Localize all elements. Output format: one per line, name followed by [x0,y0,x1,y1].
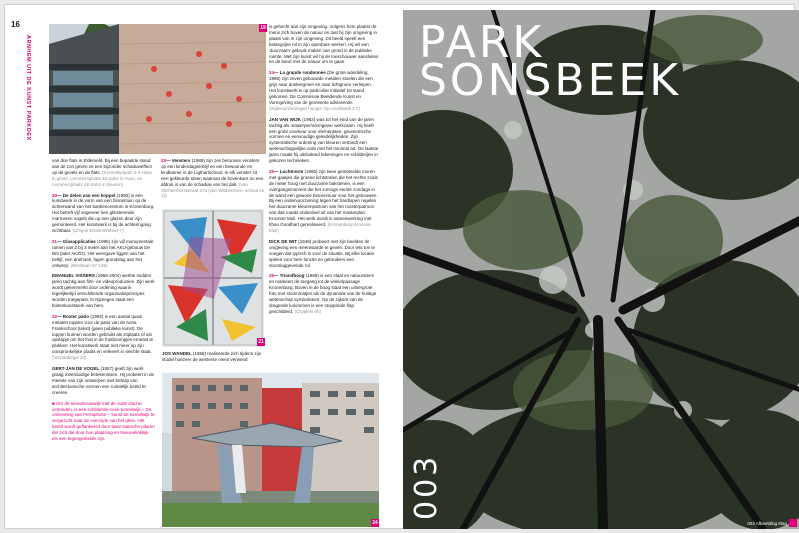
entry-22: 22— Roxter patio (1992) is een aantal quasi metalen toppen voor de patio van de Anna Frankschool (tekst) (geen publieke kunst). De toppen kunnen worden gebruikt als zitplaats of als opstapje om het fruit in de fruitboompjes erneast te plukken. Het kunstwerk staat niet meer op zijn oorspronkelijke plaats en verkeert in slechte staat. (Verdaabegel 24) [52,313,154,361]
text-column-2 [161,158,265,204]
text-column-1 [52,158,155,447]
entry-26: 26— Triomfboog (1989) is een staal en natuursteen en markeert de toegang tot de winkelpassage Kronenburg. Boven in de boog staat een uitvergrote foto met stoommatjes als de dynamiek van de huidige wetenschap symboliseert. Op de zijkant van de dragende kolommen is een stoppende flap geschilderd. (Cityplein 6h) [269,273,377,314]
glass-illustration [162,209,264,347]
entry-23: 23— Vensters (1989) zijn zes betonnen vensters op een kinderdagverblijf en een bewoonde en kindkamer in de Ligthartschool. In elk venster zit een gekleurde steen waarvan de bovenkant nu een afdruk is van de schaduw van het dak. (Van Slichtenhorststraat 27a (van Wibbenhorn, school en 1)) [161,158,265,199]
photo-apartment-facade [49,24,266,154]
arch-illustration [162,373,379,527]
cover-title-line-2: SONSBEEK [419,55,682,106]
continued-paragraph: is gehecht aan zijn omgeving. Volgens hem plaatst de mens zich boven de natuur en laat hij zijn omgeving in plaats van in zijn omgeving. Dit beeld speelt een belangrijke rol in zijn openbare werken. Hij wil een 'duurzaam' gebruik maken van grond in de publieke ruimte. Met zijn kunst wil hij de toeschouwer aansluiten en de band met de natuur om te gaan. [269,24,379,65]
facade-illustration [49,24,266,154]
entry-25: 25— Luchtnorm (1995) zijn twee gemetselde muren met gaatjes die groene lichtstralen die het rechte zoals de meter hoog met duurzame bakstenen, is een overgangsmoment die het zonnige eerste zondags in de wand een gewone binnenmuur voor het gebouwen. Bij een ondervoorziening tegen het hardlopen regelen het duurzame kleurenpatroon van het roosterpatroon van dak maakt onderdeel uit van het masterplan Kroonse Muil. Het werk wordt in samenwerking met Ithan Goodhart gerealiseerd. (Kronenburg Kroonse Muil) [269,168,378,233]
photo-glass-window [162,209,264,347]
photo-marker-bottom: 24 [372,520,378,526]
page-number: 16 [11,20,20,29]
text-column-3 [269,24,379,320]
artist-vissers: EMANUEL VISSERS (1956-2004) werkte midden jaren tachtig aan film- en videoproducties. Zijn werk wordt gekenmerkt door ordening waarin tegelijkertijd verschillende organisatieprincipes worden toegepast. In Nijmegen staat een buitenkunstwerk van hem. [52,273,155,308]
entry-21: 21— Glasapplicaties (1995) zijn vijf monumentale ramen van 2 bij 3 meter aan het AKU-gebouw De Brit (later AKZO). Het weergave liggen van het beltijf, een driehoek, lagen grondslag aan het ontwerp. (Westlaan 57-135) [52,238,154,268]
cover-marker [789,519,797,527]
photo-triumph-arch [162,373,379,527]
text-column-2b [162,351,265,368]
intro-paragraph: van drie flats in Elderveld. Bij een bepaalde stand van de zon geven ze een bijzonder schaduweffect op de gevels en de flats. (Kronnekplaats 0-4 stuks in gevel, Lemmersplaats 48 stuks in muur, en Lemmersplaats 48 stuks in kleuren) [52,158,152,187]
photo-marker-middle: 21 [258,339,264,345]
artist-van-wijk: JAN VAN WIJK (1962) was tot het eind van de jaren tachtig als ontwerper/vormgever werkzaam. Hij heeft een grote voorkeur voor elementaire, geometrische vormen en eenvoudige geleidelijkheden. Zijn systematische ordening van kleuren verbindt een wetenschappelijke orde met het minimal art. De laatste jaren maakt hij uitsluitend tekeningen en schilderijen in gekozen technieken. [269,116,379,164]
cover-page [403,10,799,529]
cover-title-line-1: PARK [419,17,545,68]
entry-20: 20— De delen van een koppel (1990) is een kunstwerk in de vorm van een binnentuin op de achterwand van het bankencentrum in Kronenburg. Het betreft vijf ongeveer tien glinsterende marmeren vogels die op een glazen deur zijn gemonteerd. Het kunstwerk is bij de achteringang zichtbaar. (Chopin Elsinkmlrkheel 7) [52,192,155,233]
entry-24: 24— La grande rondonnée (De grote wandeling, 1996) zijn zeven gebouwde metalen stoelen die een grijs naar donkergroen en naar lichtgroen verliepen. Het kunstwerk is op particulier initiatief tot stand gekomen. De Commissie Beeldende Kunst en Vormgeving van de gemeente adviseerde. (Wijkvoorzieningen hoogte ziju voorbeeld 2,7) [269,70,373,111]
magazine-spread [4,4,795,529]
artist-de-vogel: GERT-JAN DE VOGEL (1957) geeft zijn werk graag meerduidige betekenissen. Hij probeert in de meeste van zijn ontwerpen met behulp van architectonische vormen een ruimtelijk beeld te creeren. [52,366,155,395]
note-paragraph: ■ Om de nieuwbouwwijk met de oude stad te verbinden, is een schilderde-rooie tunnelwijk – De omleveling van Ferraphone – kunst de tunnelwijk te vergezicht naar de overzijde van het plein. Het beeld wordt geflankeerd door twee statische pilaren die zich die door hun plaatsing en Nieuwelinkkijk els een tegengestelde zijn. [52,400,155,442]
artist-de-wit: DICK DE WIT (1948) probeert met zijn beelden de omgeving een meerwaarde te geven. Door iets toe te voegen dat typisch is voor de situatie. Bij elke locatie spelen voor hem functie en gebruikers een doorslaggevende rol. [269,238,376,268]
cover-title [419,17,682,106]
photo-credit: 003 Afbeelding Ittag [747,521,787,526]
running-title: ARNHEM UIT DE KUNST PARKDEX [25,35,31,141]
artist-wandel: JOS WANDEL (1958) realiseerde zich tijdens zijn studie hoezeer de westerse mens verwend [162,351,262,362]
photo-marker-top: 19 [260,25,266,31]
issue-number: 003 [409,453,444,520]
